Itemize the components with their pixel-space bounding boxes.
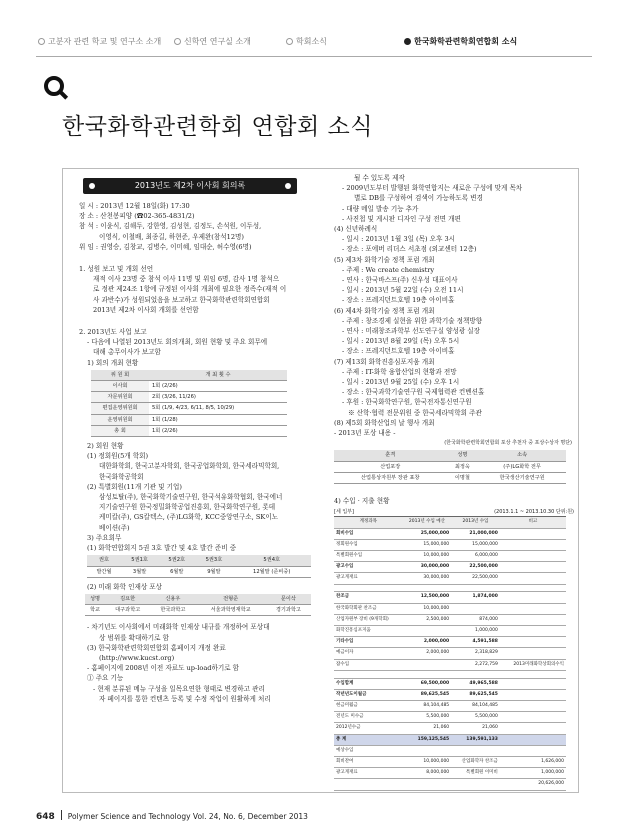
table-cell [451, 603, 500, 614]
table-cell [500, 670, 566, 678]
table-cell: 최정욱 [447, 461, 479, 472]
table-cell: 1,000,000 [500, 768, 566, 779]
table-cell [500, 539, 566, 550]
table-cell: 21,000,000 [451, 528, 500, 539]
meeting-meta [79, 201, 317, 252]
table-cell: 10,000,000 [403, 756, 452, 767]
text-line: - 일시 : 2013년 9월 25일 (수) 오후 1시 [342, 378, 460, 387]
text-line: - 연사 : 미래창조과학부 선도연구실 양성광 실장 [342, 327, 481, 336]
table-cell: 49,965,588 [451, 678, 500, 689]
table-cell: 874,000 [451, 614, 500, 625]
table-row [334, 779, 566, 790]
table-row [334, 614, 566, 625]
award-table [85, 594, 311, 616]
table-cell [500, 592, 566, 603]
text-line: - 2009년도부터 발행된 화학연합지는 새로운 구성에 맞게 목차 [342, 184, 523, 193]
table-cell: 잡수입 [334, 659, 403, 670]
finance-period: (2013.1.1 ~ 2013.10.30 단위:원) [494, 509, 574, 516]
table-cell [500, 573, 566, 584]
text-line: 2. 2013년도 사업 보고 [79, 328, 147, 337]
text-line: 2) 회원 현황 [87, 442, 124, 451]
circle-bullet-icon [174, 38, 181, 45]
nav-divider [36, 56, 592, 57]
left-column [79, 170, 317, 704]
table-header: 5권3호 [195, 555, 232, 566]
table-cell: 이사회 [91, 381, 149, 392]
table-cell: 5회 (1/9, 4/23, 6/11, 8/5, 10/29) [149, 403, 287, 414]
table-header: 2013년 수입 예산 [403, 517, 452, 528]
footer-divider [61, 810, 62, 820]
table-cell: 2,000,000 [403, 637, 452, 648]
table-row [334, 461, 566, 472]
finance-unit: [세 입부] [334, 509, 354, 516]
table-row [334, 756, 566, 767]
text-line: 1. 성원 보고 및 개회 선언 [79, 265, 154, 274]
finance-table [334, 516, 566, 790]
table-cell: 25,000,000 [403, 528, 452, 539]
table-cell [403, 670, 452, 678]
text-line: 케미칼(주), GS칼텍스, (주)LG화학, KCC중앙연구소, SK이노 [99, 513, 279, 522]
table-row [334, 648, 566, 659]
table-row [334, 603, 566, 614]
table-cell: 운영위원회 [91, 414, 149, 425]
table-cell [403, 779, 452, 790]
table-row [85, 605, 311, 616]
section-5 [79, 622, 317, 704]
table-header: 문이삭 [266, 594, 311, 605]
table-cell: 학교 [85, 605, 105, 616]
table-cell: 4,591,588 [451, 637, 500, 648]
table-row [334, 539, 566, 550]
table-cell: 21,060 [403, 723, 452, 734]
table-row [334, 745, 566, 756]
table-cell: 15,000,000 [403, 539, 452, 550]
table-cell [500, 584, 566, 592]
table-row [91, 392, 287, 403]
table-cell: 자문위원회 [91, 392, 149, 403]
table-cell: 대구과학고 [105, 605, 150, 616]
table-cell: 이명철 [447, 472, 479, 483]
table-cell: 22,500,000 [451, 573, 500, 584]
table-cell: 15,000,000 [451, 539, 500, 550]
table-cell: 84,104,485 [451, 700, 500, 711]
text-line: (6) 제4차 화학기술 정책 포럼 개최 [334, 306, 435, 315]
meta-line: 참 석 : 이윤식, 김해두, 강한영, 김성현, 김정도, 손석원, 이두성, [79, 222, 262, 231]
table-cell: 1,874,000 [451, 592, 500, 603]
meta-line: 위 임 : 권영승, 김창교, 김병수, 이미혜, 임대순, 허수영(6명) [79, 242, 252, 251]
table-cell: 광고수입 [334, 562, 403, 573]
table-header: 5권1호 [121, 555, 158, 566]
table-cell [500, 625, 566, 636]
table-row [87, 566, 311, 577]
text-line: (2) 미래 화학 인재상 포상 [87, 582, 163, 591]
table-cell: 5,500,000 [403, 712, 452, 723]
section-3 [79, 441, 317, 553]
table-cell: 특별회원 이미비 [451, 768, 500, 779]
table-cell: 8,000,000 [403, 768, 452, 779]
text-line: - 연사 : 한국바스프(주) 신우성 대표이사 [342, 276, 458, 285]
table-cell: 1,000,000 [451, 625, 500, 636]
table-row [334, 550, 566, 561]
text-line: - 주제 : IT-화학 융합산업의 현황과 전망 [342, 367, 457, 376]
text-line: 재적 이사 23명 중 참석 이사 11명 및 위임 6명, 감사 1명 참석으 [93, 275, 280, 284]
table-cell: 12월말 (준비중) [232, 566, 311, 577]
table-cell: 1회 (2/26) [149, 425, 287, 436]
table-cell: 예금이자 [334, 648, 403, 659]
table-row [91, 381, 287, 392]
table-cell: 현금미월금 [334, 700, 403, 711]
section-2 [79, 327, 317, 368]
table-header-row [334, 517, 566, 528]
text-line: 될 수 있도록 제작 [354, 174, 405, 182]
table-cell [403, 745, 452, 756]
magnifier-icon [44, 76, 64, 96]
table-cell: 산업화학자 찬조금 [451, 756, 500, 767]
text-line: - 2013년 포상 내용 - [334, 429, 396, 438]
table-row [91, 414, 287, 425]
table-row [91, 425, 287, 436]
table-header-row [85, 594, 311, 605]
text-line: - 다음에 나열된 2013년도 회의개최, 회원 현황 및 주요 회무에 [87, 338, 268, 347]
table-cell [500, 637, 566, 648]
table-row [334, 637, 566, 648]
meta-line: 일 시 : 2013년 12월 18일(화) 17:30 [79, 202, 190, 210]
table-header-row [87, 555, 311, 566]
table-cell: 2,272,759 [451, 659, 500, 670]
meta-line: 이영식, 이철배, 최종길, 하현준, 우제완(참석12명) [99, 232, 244, 241]
journal-name: Polymer Science and Technology Vol. 24, No. 6, December 2013 [67, 812, 308, 821]
table-cell [500, 528, 566, 539]
table-cell: 89,625,545 [451, 689, 500, 700]
table-header: 소속 [478, 450, 566, 461]
table-cell: 산업자원부 장비 (9개학회) [334, 614, 403, 625]
table-cell: 20,626,000 [500, 779, 566, 790]
table-header: 5권4호 [232, 555, 311, 566]
table-cell: 21,060 [451, 723, 500, 734]
table-cell: 159,125,545 [403, 734, 452, 745]
finance-caption [334, 506, 574, 515]
page-title: 한국화학관련학회 연합회 소식 [62, 114, 373, 140]
table-cell: 30,000,000 [403, 573, 452, 584]
table-row [334, 592, 566, 603]
meta-line: 장 소 : 산천봉피양 (☎02-365-4831/2) [79, 212, 195, 221]
circle-bullet-icon [38, 38, 45, 45]
table-header: 권호 [87, 555, 121, 566]
table-row [334, 659, 566, 670]
text-line: - 일시 : 2013년 5월 22일 (수) 오전 11시 [342, 286, 464, 295]
text-line: - 대량 메일 발송 기능 추가 [342, 204, 419, 213]
top-navigation [36, 36, 596, 50]
text-line: (2) 특별회원(11개 기관 및 기업) [87, 482, 182, 491]
text-line: (1) 화학연합회지 5권 3호 발간 및 4호 발간 준비 중 [87, 544, 237, 553]
table-cell: 기타수입 [334, 637, 403, 648]
table-cell: 30,000,000 [403, 562, 452, 573]
table-cell [500, 689, 566, 700]
table-cell: 산업통상자원부 장관 표창 [334, 472, 447, 483]
table-cell: 139,591,133 [451, 734, 500, 745]
table-cell: 2,500,000 [403, 614, 452, 625]
table-header-row [91, 370, 287, 381]
table-row [91, 403, 287, 414]
table-header: 2013년 수입 [451, 517, 500, 528]
table-cell: 2,318,829 [451, 648, 500, 659]
text-line: - 장소 : 프레지던트호텔 19층 아이비홀 [342, 347, 455, 356]
table-cell: 2012년수금 [334, 723, 403, 734]
table-cell: 한국과학고 [150, 605, 195, 616]
table-header: 성명 [85, 594, 105, 605]
table-row [334, 573, 566, 584]
table-header: 신용우 [150, 594, 195, 605]
text-line: 별로 DB를 구성하여 검색이 가능하도록 변경 [354, 194, 483, 203]
nav-item-schools[interactable]: 고분자 관련 학교 및 연구소 소개 [38, 36, 161, 47]
table-row [334, 584, 566, 592]
text-line: (7) 제13회 화학진흥심포지움 개최 [334, 357, 435, 366]
table-cell: 산업포장 [334, 461, 447, 472]
table-cell: 5,500,000 [451, 712, 500, 723]
table-cell: 2회 (3/26, 11/26) [149, 392, 287, 403]
table-cell: 편집운영위원회 [91, 403, 149, 414]
text-line: 2013년 제2차 이사회 개회를 선언함 [93, 305, 199, 314]
table-cell [500, 550, 566, 561]
table-cell: 84,104,485 [403, 700, 452, 711]
page-number: 648 [36, 812, 55, 822]
table-cell: 예상수입 [334, 745, 403, 756]
table-cell: 6,000,000 [451, 550, 500, 561]
table-header: 위 원 회 [91, 370, 149, 381]
table-cell: 6월말 [158, 566, 195, 577]
table-cell [500, 745, 566, 756]
text-line: 삼성토탈(주), 한국화학기술연구원, 한국석유화학협회, 한국에너 [99, 493, 283, 502]
table-cell: 69,500,000 [403, 678, 452, 689]
table-cell [334, 670, 403, 678]
table-cell [500, 614, 566, 625]
table-cell [451, 670, 500, 678]
table-row [334, 670, 566, 678]
table-cell [334, 779, 403, 790]
table-cell: 회비잔여 [334, 756, 403, 767]
nav-item-federation-news[interactable]: 한국화학관련학회연합회 소식 [404, 36, 517, 47]
table-cell: 1회 (2/26) [149, 381, 287, 392]
homepage-link[interactable]: (http://www.kucst.org) [99, 653, 175, 662]
table-row [334, 734, 566, 745]
text-line: ※ 산학·협력 전문위원 중 한국세라믹학회 주관 [348, 408, 482, 417]
table-header: 전형준 [195, 594, 265, 605]
text-line: (8) 제5회 화학산업의 날 행사 개최 [334, 418, 435, 427]
table-row [334, 768, 566, 779]
table-cell [500, 678, 566, 689]
text-line: (4) 신년하례식 [334, 225, 378, 234]
table-cell [403, 584, 452, 592]
table-cell [451, 584, 500, 592]
table-header: 계정과목 [334, 517, 403, 528]
table-cell: 발간월 [87, 566, 121, 577]
table-cell [403, 625, 452, 636]
table-cell [403, 659, 452, 670]
table-header: 김요한 [105, 594, 150, 605]
text-line: ① 주요 기능 [87, 674, 124, 683]
table-cell: 10,000,000 [403, 603, 452, 614]
nav-item-society-news[interactable]: 학회소식 [286, 36, 327, 47]
page-footer [36, 810, 308, 822]
text-line: - 후원 : 한국화학연구원, 한국전자통신연구원 [342, 398, 472, 407]
circle-bullet-icon [286, 38, 293, 45]
table-cell [500, 562, 566, 573]
table-cell: 한국생산기술연구원 [478, 472, 566, 483]
table-cell [500, 723, 566, 734]
award-caption: (한국화학관련학회연합회 포상 추천자 중 포상수상자 명단) [444, 440, 572, 447]
text-line: - 일시 : 2013년 8월 29일 (목) 오후 5시 [342, 337, 460, 346]
table-header-row [334, 450, 566, 461]
text-line: - 장소 : 프레지던트호텔 19층 아이비홀 [342, 296, 455, 305]
text-line: 베이션(주) [99, 523, 130, 532]
text-line: 대한화학회, 한국고분자학회, 한국공업화학회, 한국세라믹학회, [99, 462, 280, 471]
table-cell: 총 계 [334, 734, 403, 745]
text-line: 사 과반수)가 성원되었음을 보고하고 한국화학관련학회연합회 [93, 295, 270, 304]
text-line: (3) 한국화학관련학회연합회 홈페이지 개정 완료 [87, 643, 226, 652]
text-line: 지기술연구원 한국정밀화학공업진흥회, 한국화학연구원, 롯데 [99, 503, 276, 512]
text-line: - 주제 : We create chemistry [342, 265, 435, 274]
table-cell [500, 712, 566, 723]
table-cell: 한국화학회관 찬조금 [334, 603, 403, 614]
meeting-banner: 2013년도 제2차 이사회 회의록 [83, 178, 297, 194]
section-1 [79, 264, 317, 315]
meeting-table [91, 370, 287, 437]
table-cell [500, 648, 566, 659]
text-line: - 홈페이지에 2008년 이전 자료도 up-load하기로 함 [87, 664, 240, 673]
table-cell [500, 734, 566, 745]
table-row [334, 625, 566, 636]
text-line: - 사진첩 및 게시판 디자인 구성 전면 개편 [342, 214, 461, 223]
table-cell: 전년도 미수금 [334, 712, 403, 723]
table-cell: 경기과학고 [266, 605, 311, 616]
table-cell: 수입합계 [334, 678, 403, 689]
text-line: 로 정관 제24조 1항에 규정된 이사회 개최에 필요한 정족수(재적 이 [93, 285, 287, 294]
table-cell: (주)LG화학 전무 [478, 461, 566, 472]
text-line: 대해 총무이사가 보고함 [93, 348, 161, 357]
text-line: - 장소 : 포에버 리더스 서초점 (외교센터 12층) [342, 245, 477, 254]
table-cell: 9월말 [195, 566, 232, 577]
finance-title: 4) 수입 · 지출 현황 [334, 497, 390, 506]
table-cell: 22,500,000 [451, 562, 500, 573]
text-line: 1) 회의 개최 현황 [87, 358, 139, 367]
table-cell: 1회 (1/28) [149, 414, 287, 425]
text-line: 3) 주요회무 [87, 533, 122, 542]
table-cell: 광고게재료 [334, 573, 403, 584]
table-cell: 3월말 [121, 566, 158, 577]
table-row [334, 712, 566, 723]
filled-bullet-icon [404, 38, 411, 45]
table-row [334, 689, 566, 700]
table-cell: 회비수입 [334, 528, 403, 539]
table-cell [500, 603, 566, 614]
table-row [334, 472, 566, 483]
text-line: - 장소 : 한국과학기술연구원 국제협력관 컨벤션홀 [342, 388, 485, 397]
table-cell: 2,000,000 [403, 648, 452, 659]
table-header: 5권2호 [158, 555, 195, 566]
table-row [334, 723, 566, 734]
table-cell [334, 584, 403, 592]
table-cell: 2013미래화학상회의수익 [500, 659, 566, 670]
table-cell: 총 회 [91, 425, 149, 436]
text-line: (1) 정회원(5개 학회) [87, 452, 149, 461]
text-line: 한국화학공학회 [99, 472, 144, 481]
text-line: (5) 제3차 화학기술 정책 포럼 개최 [334, 255, 435, 264]
table-row [334, 562, 566, 573]
text-line: 상 범위를 확대하기로 함 [99, 633, 169, 642]
table-cell: 특별회원수입 [334, 550, 403, 561]
table-row [334, 678, 566, 689]
table-cell: 화학진흥심포지움 [334, 625, 403, 636]
table-header: 비고 [500, 517, 566, 528]
text-line: 자 페이지를 통한 컨텐츠 등록 및 수정 작업이 원활하게 처리 [99, 694, 271, 703]
right-column [334, 173, 574, 791]
table-header: 개 최 횟 수 [149, 370, 287, 381]
industry-award-table [334, 450, 566, 484]
table-header: 성명 [447, 450, 479, 461]
issue-table [87, 555, 311, 577]
table-header: 훈격 [334, 450, 447, 461]
table-cell [451, 779, 500, 790]
text-line: - 일시 : 2013년 1월 3일 (목) 오후 3시 [342, 235, 456, 244]
table-row [334, 528, 566, 539]
table-cell: 서울과학영재학교 [195, 605, 265, 616]
table-cell: 12,500,000 [403, 592, 452, 603]
table-row [334, 700, 566, 711]
table-cell: 10,000,000 [403, 550, 452, 561]
text-line: - 차기년도 이사회에서 미래화학 인재상 내규를 개정하여 포상대 [87, 623, 270, 632]
text-line: - 현재 분류된 메뉴 구성을 일목요연한 형태로 변경하고 관리 [93, 684, 265, 693]
table-cell: 작년년도이월금 [334, 689, 403, 700]
table-cell: 1,626,000 [500, 756, 566, 767]
table-cell: 89,625,545 [403, 689, 452, 700]
table-cell: 광고게재료 [334, 768, 403, 779]
nav-item-labs[interactable]: 신학연 연구실 소개 [174, 36, 251, 47]
table-cell: 찬조금 [334, 592, 403, 603]
text-line: - 주제 : 창조경제 실현을 위한 과학기술 정책방향 [342, 316, 483, 325]
table-cell [451, 745, 500, 756]
table-cell [500, 700, 566, 711]
table-cell: 정회원수입 [334, 539, 403, 550]
